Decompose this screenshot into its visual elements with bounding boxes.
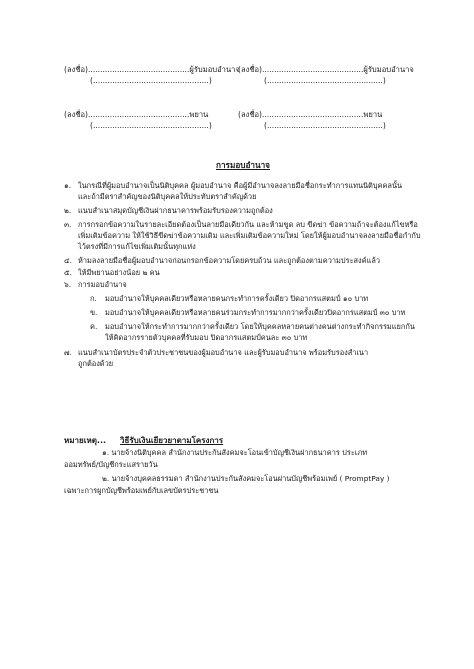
item-3-line-1: การกรอกข้อความในรายละเอียดต้องเป็นลายมือเดียวกัน และห้ามขูด ลบ ขีดฆ่า ข้อความถ้าจะต้องแก้ไขหรือ bbox=[78, 220, 418, 229]
item-2-line-1: แนบสำเนาสมุดบัญชีเงินฝากธนาคารพร้อมรับรองความถูกต้อง bbox=[78, 206, 273, 215]
item-5-line-1: ให้มีพยานอย่างน้อย ๒ คน bbox=[78, 268, 160, 277]
subitem-c-line-1: มอบอำนาจให้กระทำการมากกว่าครั้งเดียว โดยให้บุคคลหลายคนต่างคนต่างกระทำกิจกรรมแยกกัน bbox=[105, 322, 415, 331]
signature-witness-left: (ลงชื่อ)..........................................พยาน bbox=[64, 110, 209, 119]
note-line-1a: ๑. นายจ้างนิติบุคคล สำนักงานประกันสังคมจะโอนเข้าบัญชีเงินฝากธนาคาร ประเภท bbox=[102, 448, 368, 457]
note-line-1b: ออมทรัพย์/บัญชีกระแสรายวัน bbox=[64, 460, 158, 469]
subitem-a-line-1: มอบอำนาจให้บุคคลเดียวหรือหลายคนกระทำการครั้งเดียว ปิดอากรแสตมป์ ๑๐ บาท bbox=[105, 294, 369, 303]
item-2-number: ๒. bbox=[64, 206, 72, 215]
item-1-line-1: ในกรณีที่ผู้มอบอำนาจเป็นนิติบุคคล ผู้มอบอำนาจ คือผู้มีอำนาจลงลายมือชื่อกระทำการแทนนิติบุคคลนั้น bbox=[78, 181, 403, 190]
subitem-c-number: ค. bbox=[90, 322, 98, 331]
subitem-c-line-2: ให้คิดอากรรายตัวบุคคลที่รับมอบ ปิดอากรแสตมป์คนละ ๓๐ บาท bbox=[105, 333, 308, 342]
signature-recipient-left: (ลงชื่อ)..........................................ผู้รับมอบอำนาจ bbox=[64, 65, 240, 74]
note-line-2a: ๒. นายจ้างบุคคลธรรมดา สำนักงานประกันสังคมจะโอนผ่านบัญชีพร้อมเพย์ ( PromptPay ) bbox=[102, 474, 390, 483]
item-7-line-2: ถูกต้องด้วย bbox=[78, 359, 114, 368]
signature-witness-right-name: (................................................) bbox=[264, 121, 386, 130]
item-4-line-1: ห้ามลงลายมือชื่อผู้มอบอำนาจก่อนกรอกข้อความโดยครบถ้วน และถูกต้องตามความประสงค์แล้ว bbox=[78, 256, 381, 265]
item-5-number: ๕. bbox=[64, 268, 72, 277]
signature-witness-left-name: (................................................) bbox=[90, 121, 212, 130]
item-3-number: ๓. bbox=[64, 220, 72, 229]
item-3-line-2: เพิ่มเติมข้อความ ให้ใช้วิธีขีดฆ่าข้อความเดิม และเพิ่มเติมข้อความใหม่ โดยให้ผู้มอบอำนาจลงลายมือชื่อกำกับ bbox=[78, 231, 421, 240]
signature-witness-right: (ลงชื่อ)..........................................พยาน bbox=[238, 110, 383, 119]
item-6-number: ๖. bbox=[64, 280, 72, 289]
signature-recipient-right-name: (................................................) bbox=[264, 76, 386, 85]
item-7-line-1: แนบสำเนาบัตรประจำตัวประชาชนของผู้มอบอำนาจ และผู้รับมอบอำนาจ พร้อมรับรองสำเนา bbox=[78, 348, 369, 357]
signature-recipient-right: (ลงชื่อ)..........................................ผู้รับมอบอำนาจ bbox=[238, 65, 414, 74]
note-label: หมายเหตุ... bbox=[64, 436, 107, 445]
subitem-b-number: ข. bbox=[90, 308, 98, 317]
note-heading: วิธีรับเงินเยียวยาตามโครงการ bbox=[120, 436, 224, 445]
item-1-number: ๑. bbox=[64, 181, 72, 190]
item-4-number: ๔. bbox=[64, 256, 72, 265]
item-6-line-1: การมอบอำนาจ bbox=[78, 280, 127, 289]
item-7-number: ๗. bbox=[64, 348, 72, 357]
page-title: การมอบอำนาจ bbox=[216, 160, 270, 170]
subitem-b-line-1: มอบอำนาจให้บุคคลเดียวหรือหลายคนร่วมกระทำการมากกว่าครั้งเดียวปิดอากรแสตมป์ ๓๐ บาท bbox=[105, 308, 406, 317]
subitem-a-number: ก. bbox=[90, 294, 97, 303]
note-line-2b: เฉพาะการผูกบัญชีพร้อมเพย์กับเลขบัตรประชาชน bbox=[64, 486, 219, 495]
signature-recipient-left-name: (................................................) bbox=[90, 76, 212, 85]
item-1-line-2: และถ้ามีตราสำคัญของนิติบุคคลให้ประทับตราสำคัญด้วย bbox=[78, 192, 257, 201]
item-3-line-3: ไว้ตรงที่มีการแก้ไขเพิ่มเติมนั้นทุกแห่ง bbox=[78, 242, 196, 251]
